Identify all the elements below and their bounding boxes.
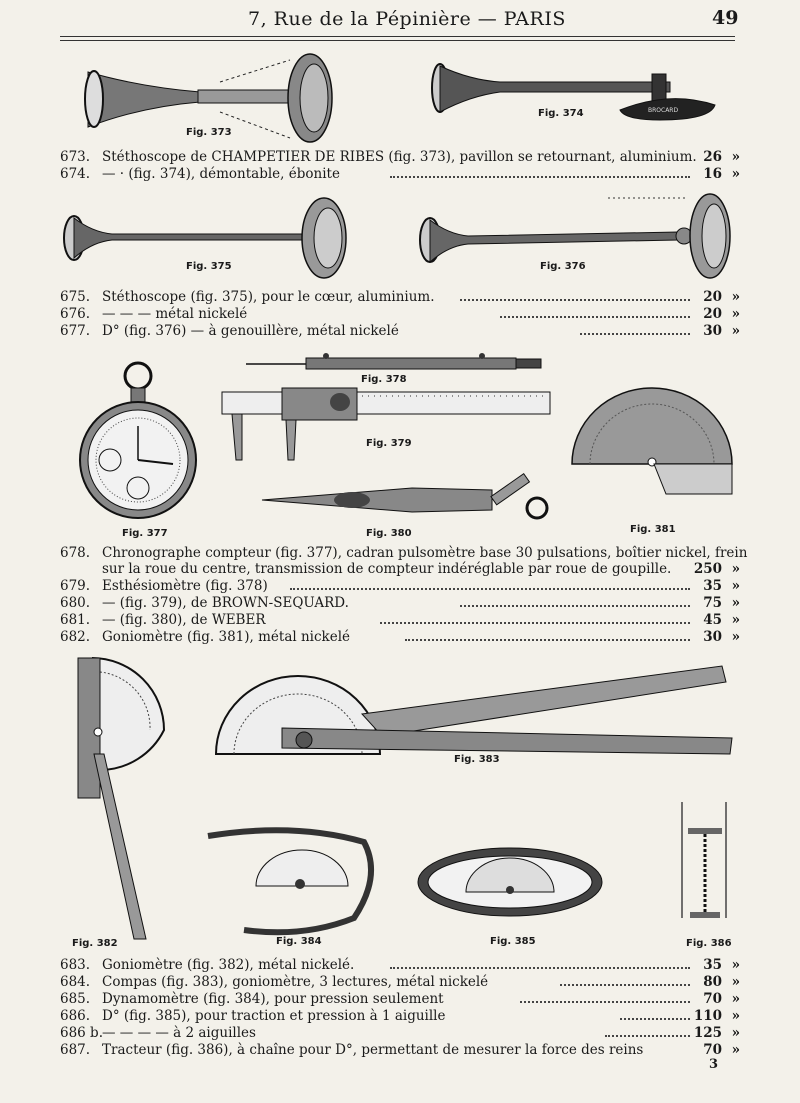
item-number: 675. [60,289,91,305]
item-unit: » [731,289,740,305]
list-item [60,306,740,324]
caption-fig-377: Fig. 377 [122,528,168,539]
item-text: Compas (fig. 383), goniomètre, 3 lectures, métal nickelé [102,974,489,990]
figure-378-esthesiometer [246,352,546,376]
leader-dots [520,1000,690,1003]
caption-fig-374: Fig. 374 [538,108,584,119]
list-item [60,595,740,613]
item-text: — (fig. 380), de WEBER [102,612,266,628]
footer-signature-number: 3 [709,1057,719,1072]
header-rule [60,36,735,41]
item-text: Tracteur (fig. 386), à chaîne pour D°, permettant de mesurer la force des reins [102,1042,644,1058]
item-unit: » [731,1042,740,1058]
item-unit: » [731,595,740,611]
list-item [60,166,740,184]
item-number: 676. [60,306,91,322]
item-price: 75 [703,595,722,611]
list-item [60,974,740,992]
item-text: sur la roue du centre, transmission de compteur indéréglable par roue de goupille. [102,561,672,577]
item-number: 673. [60,149,91,165]
item-price: 125 [693,1025,722,1041]
leader-dots [390,175,690,178]
leader-dots [405,638,690,641]
list-item [60,289,740,307]
item-unit: » [731,974,740,990]
item-unit: » [731,149,740,165]
caption-fig-386: Fig. 386 [686,938,732,949]
item-unit: » [731,561,740,577]
page-title: 7, Rue de la Pépinière — PARIS [248,8,566,30]
list-item [60,629,740,647]
item-unit: » [731,166,740,182]
item-number: 683. [60,957,91,973]
figure-377-chronograph [78,356,208,521]
figure-382-goniometer [72,654,172,944]
caption-fig-384: Fig. 384 [276,936,322,947]
leader-dots [290,587,690,590]
leader-dots [605,1034,690,1037]
list-item [60,561,740,579]
item-price: 26 [703,149,722,165]
item-number: 687. [60,1042,91,1058]
item-number: 684. [60,974,91,990]
item-text: — (fig. 379), de BROWN-SEQUARD. [102,595,349,611]
leader-dots [500,315,690,318]
list-item [60,1008,740,1026]
item-unit: » [731,629,740,645]
caption-fig-382: Fig. 382 [72,938,118,949]
item-number: 677. [60,323,91,339]
item-number: 680. [60,595,91,611]
item-number: 674. [60,166,91,182]
list-item [60,149,740,167]
caption-fig-381: Fig. 381 [630,524,676,535]
list-item [60,1025,740,1043]
leader-dots [380,621,690,624]
item-price: 70 [703,1042,722,1058]
list-item [60,991,740,1009]
brand-mark: BROCARD [648,107,679,114]
item-price: 35 [703,578,722,594]
figure-383-compass-goniometer [212,658,732,768]
figure-384-dynamometer [204,826,384,936]
item-text: Dynamomètre (fig. 384), pour pression seulement [102,991,444,1007]
item-price: 110 [693,1008,722,1024]
item-text: Goniomètre (fig. 382), métal nickelé. [102,957,355,973]
caption-fig-383: Fig. 383 [454,754,500,765]
item-number: 685. [60,991,91,1007]
leader-dots [460,298,690,301]
item-text: Stéthoscope de CHAMPETIER DE RIBES (fig. 373), pavillon se retournant, aluminium. [102,149,697,165]
item-number: 686 b. [60,1025,103,1041]
item-price: 20 [703,306,722,322]
item-unit: » [731,306,740,322]
list-item [60,957,740,975]
item-number: 679. [60,578,91,594]
list-item [60,578,740,596]
item-unit: » [731,1025,740,1041]
item-price: 20 [703,289,722,305]
item-number: 678. [60,545,91,561]
item-number: 682. [60,629,91,645]
item-price: 30 [703,629,722,645]
caption-fig-373: Fig. 373 [186,127,232,138]
item-price: 80 [703,974,722,990]
item-unit: » [731,991,740,1007]
item-unit: » [731,323,740,339]
item-unit: » [731,612,740,628]
page-header [0,0,800,40]
caption-fig-378: Fig. 378 [361,374,407,385]
page-number: 49 [712,7,739,29]
item-unit: » [731,1008,740,1024]
item-price: 250 [693,561,722,577]
item-text: Goniomètre (fig. 381), métal nickelé [102,629,351,645]
item-price: 45 [703,612,722,628]
figure-379-caliper [222,388,552,463]
figure-381-goniometer [570,388,735,498]
item-text: Esthésiomètre (fig. 378) [102,578,268,594]
item-price: 35 [703,957,722,973]
caption-fig-376: Fig. 376 [540,261,586,272]
caption-fig-375: Fig. 375 [186,261,232,272]
leader-dots [620,1017,690,1020]
item-number: 686. [60,1008,91,1024]
item-price: 30 [703,323,722,339]
item-text: — — — — à 2 aiguilles [102,1025,256,1041]
list-item [60,612,740,630]
item-text: Chronographe compteur (fig. 377), cadran pulsomètre base 30 pulsations, boîtier nickel, frein [102,545,748,561]
leader-dots [580,332,690,335]
caption-fig-385: Fig. 385 [490,936,536,947]
leader-dots [390,966,690,969]
item-unit: » [731,957,740,973]
item-unit: » [731,578,740,594]
item-number: 681. [60,612,91,628]
figure-386-tractor [672,798,738,933]
item-price: 70 [703,991,722,1007]
list-item [60,323,740,341]
leader-dots [560,983,690,986]
item-text: — — — métal nickelé [102,306,248,322]
figure-385-dynamometer [414,842,606,920]
figure-380-compass [262,470,552,525]
caption-fig-379: Fig. 379 [366,438,412,449]
item-text: D° (fig. 376) — à genouillère, métal nickelé [102,323,399,339]
item-text: Stéthoscope (fig. 375), pour le cœur, aluminium. [102,289,435,305]
item-text: D° (fig. 385), pour traction et pression à 1 aiguille [102,1008,446,1024]
list-item [60,1042,740,1060]
leader-dots [460,604,690,607]
caption-fig-380: Fig. 380 [366,528,412,539]
item-text: — · (fig. 374), démontable, ébonite [102,166,340,182]
item-price: 16 [703,166,722,182]
